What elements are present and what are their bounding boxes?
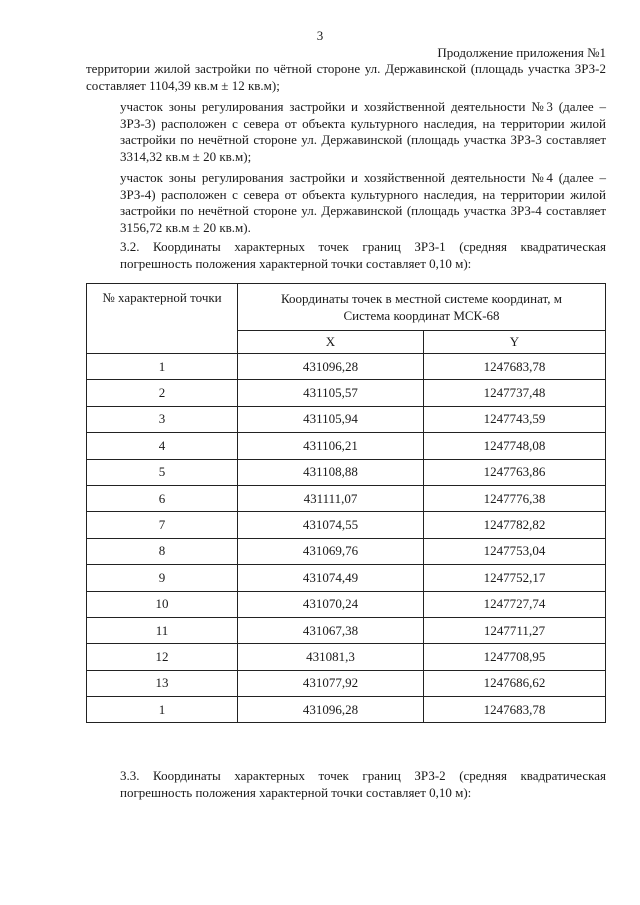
y-coordinate-cell: 1247782,82 [424,512,606,538]
x-coordinate-cell: 431108,88 [238,459,424,485]
point-number-cell: 13 [87,670,238,696]
point-number-cell: 7 [87,512,238,538]
table-row [87,485,606,511]
x-coordinate-cell: 431106,21 [238,433,424,459]
section-3-3-heading [86,768,606,801]
y-coordinate-cell: 1247708,95 [424,644,606,670]
y-coordinate-cell: 1247763,86 [424,459,606,485]
x-coordinate-cell: 431069,76 [238,538,424,564]
header-coordinate-system [238,284,606,331]
y-coordinate-cell: 1247737,48 [424,380,606,406]
table-body [87,354,606,723]
x-coordinate-cell: 431074,49 [238,565,424,591]
table-row [87,591,606,617]
x-coordinate-cell: 431077,92 [238,670,424,696]
y-coordinate-cell: 1247727,74 [424,591,606,617]
header-point-number: № характерной точки [87,284,238,354]
y-coordinate-cell: 1247753,04 [424,538,606,564]
x-coordinate-cell: 431074,55 [238,512,424,538]
point-number-cell: 1 [87,697,238,723]
paragraph-zrz4-text: участок зоны регулирования застройки и хозяйственной деятельности №4 (далее – ЗРЗ-4) расположен с севера от объекта культурного наследия, на территории жилой застройки по нечётной стороне ул. Державинской (площадь участка ЗРЗ-4 составляет 3156,72 кв.м ± 20 кв.м). [120,170,606,235]
point-number-cell: 12 [87,644,238,670]
table-row [87,459,606,485]
point-number-cell: 2 [87,380,238,406]
table-row [87,354,606,380]
table-row [87,670,606,696]
table-row [87,406,606,432]
x-coordinate-cell: 431067,38 [238,617,424,643]
x-coordinate-cell: 431111,07 [238,485,424,511]
coordinates-table [86,283,606,723]
header-y: Y [424,331,606,354]
point-number-cell: 8 [87,538,238,564]
point-number-cell: 5 [87,459,238,485]
header-x: X [238,331,424,354]
x-coordinate-cell: 431096,28 [238,697,424,723]
section-3-2-text: 3.2. Координаты характерных точек границ ЗРЗ-1 (средняя квадратическая погрешность положения характерной точки составляет 0,10 м): [120,239,606,271]
table-row [87,644,606,670]
y-coordinate-cell: 1247748,08 [424,433,606,459]
table-row [87,617,606,643]
table-row [87,512,606,538]
paragraph-zrz3 [86,99,606,165]
y-coordinate-cell: 1247683,78 [424,354,606,380]
paragraph-zrz4 [86,170,606,236]
table-row [87,538,606,564]
table-row [87,565,606,591]
header-coordinate-system-line2: Система координат МСК-68 [343,308,500,323]
y-coordinate-cell: 1247752,17 [424,565,606,591]
table-row [87,697,606,723]
y-coordinate-cell: 1247711,27 [424,617,606,643]
paragraph-zrz2-area: территории жилой застройки по чётной стороне ул. Державинской (площадь участка ЗРЗ-2 составляет 1104,39 кв.м ± 12 кв.м); [86,61,606,93]
x-coordinate-cell: 431105,57 [238,380,424,406]
point-number-cell: 6 [87,485,238,511]
point-number-cell: 10 [87,591,238,617]
x-coordinate-cell: 431105,94 [238,406,424,432]
y-coordinate-cell: 1247686,62 [424,670,606,696]
x-coordinate-cell: 431070,24 [238,591,424,617]
section-3-3-text: 3.3. Координаты характерных точек границ ЗРЗ-2 (средняя квадратическая погрешность положения характерной точки составляет 0,10 м): [120,768,606,800]
point-number-cell: 1 [87,354,238,380]
y-coordinate-cell: 1247683,78 [424,697,606,723]
x-coordinate-cell: 431081,3 [238,644,424,670]
continuation-label: Продолжение приложения №1 [437,45,606,60]
paragraph-zrz3-text: участок зоны регулирования застройки и хозяйственной деятельности №3 (далее – ЗРЗ-3) расположен с севера от объекта культурного наследия, на территории жилой застройки по нечётной стороне ул. Державинской (площадь участка ЗРЗ-3 составляет 3314,32 кв.м ± 20 кв.м); [120,99,606,164]
table-row [87,380,606,406]
point-number-cell: 11 [87,617,238,643]
y-coordinate-cell: 1247743,59 [424,406,606,432]
page-number: 3 [316,28,324,43]
point-number-cell: 3 [87,406,238,432]
table-row [87,433,606,459]
point-number-cell: 9 [87,565,238,591]
y-coordinate-cell: 1247776,38 [424,485,606,511]
point-number-cell: 4 [87,433,238,459]
header-coordinate-system-line1: Координаты точек в местной системе координат, м [281,291,562,306]
section-3-2-heading [86,239,606,272]
x-coordinate-cell: 431096,28 [238,354,424,380]
